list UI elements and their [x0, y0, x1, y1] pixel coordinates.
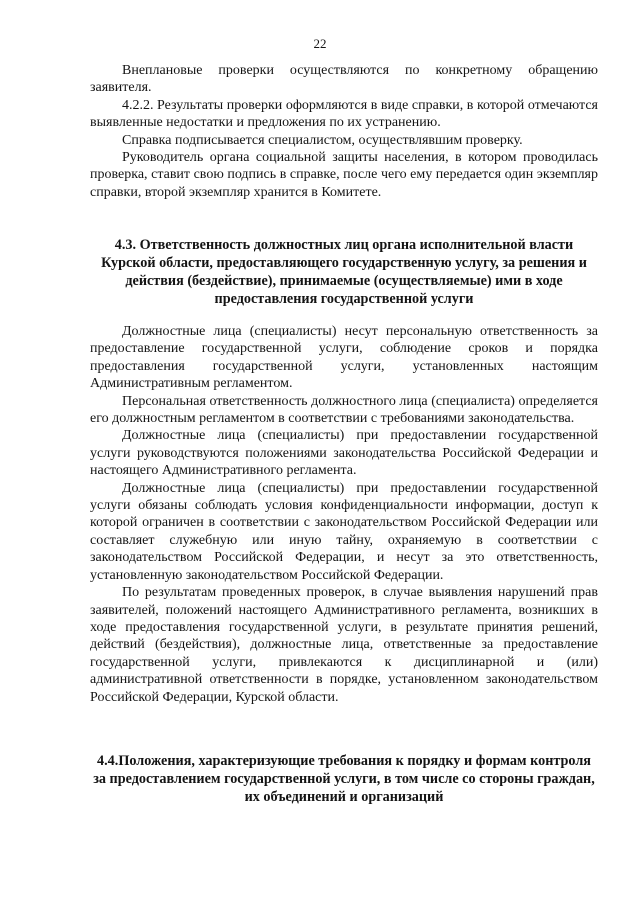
paragraph-head-signature: Руководитель органа социальной защиты населения, в котором проводилась проверка, ставит свою подпись в справке, после чего ему передается один экземпляр справки, второй экземпляр хранится в Комитете.: [90, 150, 598, 200]
page-number: 22: [313, 36, 327, 51]
paragraph-unplanned-inspections: Внеплановые проверки осуществляются по конкретному обращению заявителя.: [90, 63, 598, 96]
paragraph-official-regulation: Персональная ответственность должностного лица (специалиста) определяется его должностным регламентом в соответствии с требованиями законодательства.: [90, 393, 598, 427]
paragraph-4-2-2: 4.2.2. Результаты проверки оформляются в виде справки, в которой отмечаются выявленные недостатки и предложения по их устранению.: [90, 97, 598, 131]
intro-block: [90, 62, 598, 201]
paragraph-guided-by-law: Должностные лица (специалисты) при предоставлении государственной услуги руководствуются положениями законодательства Российской Федерации и настоящего Административного регламента.: [90, 428, 598, 479]
paragraph-confidentiality: Должностные лица (специалисты) при предоставлении государственной услуги обязаны соблюдать условия конфиденциальности информации, доступ к которой ограничен в соответствии с законодательством Российской Федерации или составляет служебную или иную тайну, охраняемую в соответствии с законодательством Российской Федерации, и несут за это ответственность, установленную законодательством Российской Федерации.: [90, 480, 598, 583]
section-4-3-body: [90, 323, 598, 706]
section-4-3-heading: 4.3. Ответственность должностных лиц органа исполнительной власти Курской области, предоставляющего государственную услугу, за решения и действия (бездействие), принимаемые (осуществляемые) ими в ходе предоставления государственной услуги: [101, 237, 587, 307]
paragraph-personal-responsibility: Должностные лица (специалисты) несут персональную ответственность за предоставление государственной услуги, соблюдение сроков и порядка предоставления государственной услуги, установленных настоящим Административным регламентом.: [90, 324, 598, 392]
paragraph-inspection-results: По результатам проведенных проверок, в случае выявления нарушений прав заявителей, положений настоящего Административного регламента, возникших в ходе предоставления государственной услуги, в результате принятия решений, действий (бездействия), должностные лица, ответственные за предоставление государственной услуги, привлекаются к дисциплинарной и (или) административной ответственности в порядке, установленном законодательством Российской Федерации, Курской области.: [90, 585, 598, 705]
paragraph-report-signed: Справка подписывается специалистом, осуществлявшим проверку.: [122, 132, 523, 148]
section-4-4-heading: 4.4.Положения, характеризующие требования к порядку и формам контроля за предоставлением государственной услуги, в том числе со стороны граждан, их объединений и организаций: [93, 753, 595, 805]
